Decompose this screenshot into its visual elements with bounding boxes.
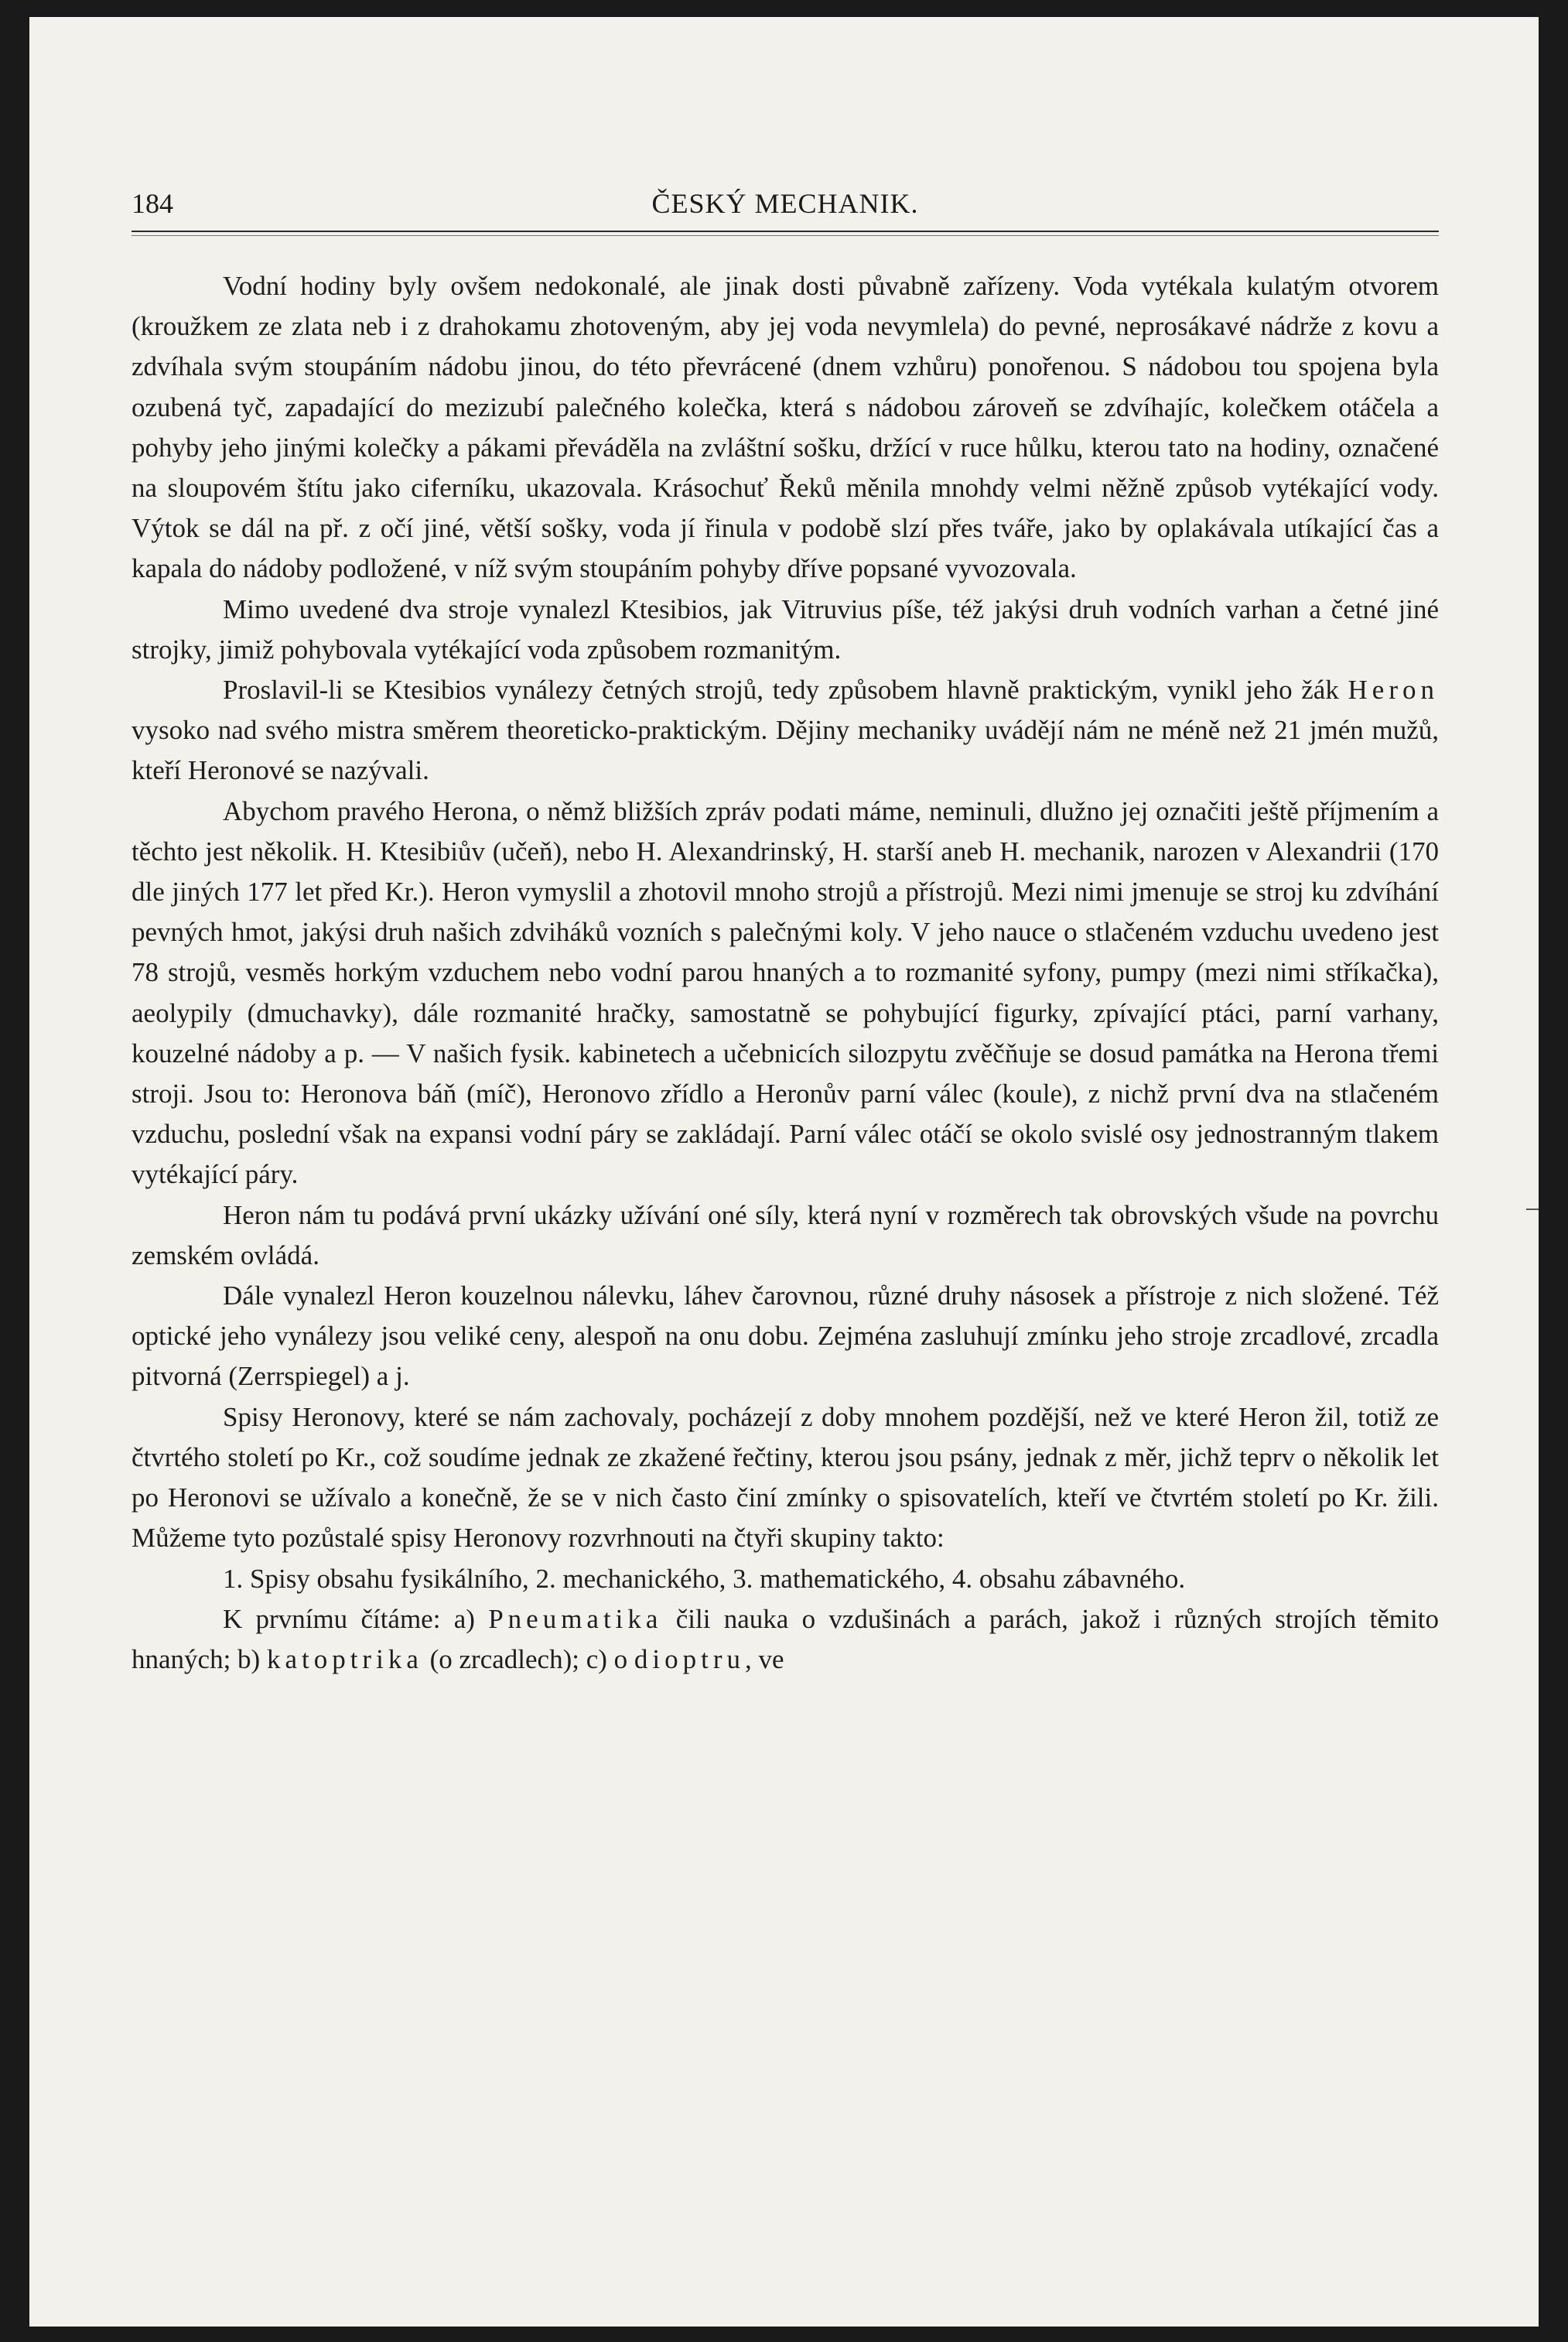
first-group-part-3: (o zrcadlech); c) o [422,1643,634,1674]
paragraph-heron-intro-start: Proslavil-li se Ktesibios vynálezy četných strojů, tedy způsobem hlavně praktickým, vynikl jeho žák [223,675,1348,706]
body-text [132,266,1439,1680]
paragraph-first-group [132,1599,1439,1680]
running-title: ČESKÝ MECHANIK. [651,188,919,219]
header-rule [132,231,1439,232]
paragraph-heron-intro-end: vysoko nad svého mistra směrem theoreticko-praktickým. Dějiny mechaniky uvádějí nám ne méně než 21 jmén mužů, kteří Heronové se nazývali. [132,715,1439,786]
page-header [132,178,1439,224]
paragraph-writings-groups: 1. Spisy obsahu fysikálního, 2. mechanického, 3. mathematického, 4. obsahu zábavného. [223,1563,1186,1594]
emphasized-dioptru: dioptru [634,1643,745,1674]
first-group-part-1: K prvnímu čítáme: a) [223,1603,489,1634]
book-page [29,17,1539,2327]
emphasized-pneumatika: Pneumatika [488,1603,663,1634]
first-group-part-2: čili nauka o vzdušinách a parách, jakož i různých strojích těmito hnaných; b) [132,1603,1439,1674]
margin-mark [1526,1209,1539,1210]
paragraph-ktesibios-inventions: Mimo uvedené dva stroje vynalezl Ktesibios, jak Vitruvius píše, též jakýsi druh vodních varhan a četné jiné strojky, jimiž pohybovala vytékající voda způsobem rozmanitým. [132,593,1439,665]
page-number: 184 [132,188,173,219]
emphasized-heron: Heron [1348,675,1439,706]
paragraph-heron-biography: Abychom pravého Herona, o němž bližších zpráv podati máme, neminuli, dlužno jej označiti ještě příjmením a těchto jest několik. H. Ktesibiův (učeň), nebo H. Alexandrinský, H. starší aneb H. mechanik, narozen v Alexandrii (170 dle jiných 177 let před Kr.). Heron vymyslil a zhotovil mnoho strojů a přístrojů. Mezi nimi jmenuje se stroj ku zdvíhání pevných hmot, jakýsi druh našich zdviháků vozních s palečnými koly. V jeho nauce o stlačeném vzduchu uvedeno jest 78 strojů, vesměs horkým vzduchem nebo vodní parou hnaných a to rozmanité syfony, pumpy (mezi nimi stříkačka), aeolypily (dmuchavky), dále rozmanité hračky, samostatně se pohybující figurky, zpívající ptáci, parní varhany, kouzelné nádoby a p. — V našich fysik. kabinetech a učebnicích silozpytu zvěčňuje se dosud památka na Herona třemi stroji. Jsou to: Heronova báň (míč), Heronovo zřídlo a Heronův parní válec (koule), z nichž první dva na stlačeném vzduchu, poslední však na expansi vodní páry se zakládají. Parní válec otáčí se okolo svislé osy jednostranným tlakem vytékající páry. [132,795,1439,1190]
paragraph-water-clock: Vodní hodiny byly ovšem nedokonalé, ale jinak dosti půvabně zařízeny. Voda vytékala kulatým otvorem (kroužkem ze zlata neb i z drahokamu zhotoveným, aby jej voda nevymlela) do pevné, neprosákavé nádrže z kovu a zdvíhala svým stoupáním nádobu jinou, do této převrácené (dnem vzhůru) ponořenou. S nádobou tou spojena byla ozubená tyč, zapadající do mezizubí palečného kolečka, která s nádobou zároveň se zdvíhajíc, kolečkem otáčela a pohyby jeho jinými kolečky a pákami převáděla na zvláštní sošku, držící v ruce hůlku, kterou tato na hodiny, označené na sloupovém štítu jako ciferníku, ukazovala. Krásochuť Řeků měnila mnohdy velmi něžně způsob vytékající vody. Výtok se dál na př. z očí jiné, větší sošky, voda jí řinula v podobě slzí přes tváře, jako by oplakávala utíkající čas a kapala do nádoby podložené, v níž svým stoupáním pohyby dříve popsané vyvozovala. [132,271,1439,584]
paragraph-heron-writings: Spisy Heronovy, které se nám zachovaly, pocházejí z doby mnohem pozdější, než ve které Heron žil, totiž ze čtvrtého století po Kr., což soudíme jednak ze zkažené řečtiny, kterou jsou psány, jednak z měr, jichž teprv o několik let po Heronovi se užívalo a konečně, že se v nich často činí zmínky o spisovatelích, kteří ve čtvrtém století po Kr. žili. Můžeme tyto pozůstalé spisy Heronovy rozvrhnouti na čtyři skupiny takto: [132,1401,1439,1554]
header-rule-thin [132,235,1439,236]
paragraph-optical-inventions: Dále vynalezl Heron kouzelnou nálevku, láhev čarovnou, různé druhy násosek a přístroje z nich složené. Též optické jeho vynálezy jsou veliké ceny, alespoň na onu dobu. Zejména zasluhují zmínku jeho stroje zrcadlové, zrcadla pitvorná (Zerrspiegel) a j. [132,1280,1439,1392]
first-group-part-4: , ve [745,1643,784,1674]
emphasized-katoptrika: katoptrika [266,1643,423,1674]
paragraph-heron-intro [132,670,1439,791]
paragraph-steam-power: Heron nám tu podává první ukázky užívání oné síly, která nyní v rozměrech tak obrovských všude na povrchu zemském ovládá. [132,1199,1439,1270]
